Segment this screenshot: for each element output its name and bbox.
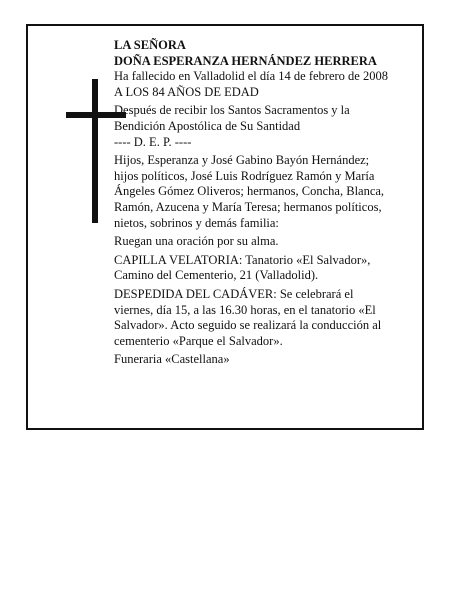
announcement-line: Ha fallecido en Valladolid el día 14 de febrero de 2008 bbox=[114, 69, 388, 84]
family-line: Ángeles Gómez Oliveros; hermanos, Concha, Blanca, bbox=[114, 184, 385, 199]
sacraments-line: Bendición Apostólica de Su Santidad bbox=[114, 118, 301, 133]
chapel-line: CAPILLA VELATORIA: Tanatorio «El Salvador», bbox=[114, 252, 371, 267]
sacraments-line: Después de recibir los Santos Sacramentos y la bbox=[114, 103, 350, 118]
family-line: hijos políticos, José Luis Rodríguez Ramón y María bbox=[114, 168, 375, 183]
deceased-name: DOÑA ESPERANZA HERNÁNDEZ HERRERA bbox=[114, 53, 377, 68]
age-line: A LOS 84 AÑOS DE EDAD bbox=[114, 84, 259, 99]
farewell-line: viernes, día 15, a las 16.30 horas, en el tanatorio «El bbox=[114, 302, 376, 317]
family-line: Hijos, Esperanza y José Gabino Bayón Hernández; bbox=[114, 153, 370, 168]
title-line: LA SEÑORA bbox=[114, 38, 186, 52]
obituary-text bbox=[114, 38, 416, 368]
farewell-line: DESPEDIDA DEL CADÁVER: Se celebrará el bbox=[114, 286, 354, 301]
funeral-home-line: Funeraria «Castellana» bbox=[114, 352, 230, 367]
dep-line: ---- D. E. P. ---- bbox=[114, 134, 192, 149]
farewell-line: Salvador». Acto seguido se realizará la conducción al bbox=[114, 318, 382, 333]
cross-vertical-bar bbox=[92, 79, 98, 223]
chapel-line: Camino del Cementerio, 21 (Valladolid). bbox=[114, 268, 319, 283]
family-line: Ramón, Azucena y María Teresa; hermanos políticos, bbox=[114, 199, 382, 214]
farewell-line: cementerio «Parque el Salvador». bbox=[114, 333, 283, 348]
family-line: nietos, sobrinos y demás familia: bbox=[114, 215, 279, 230]
prayer-line: Ruegan una oración por su alma. bbox=[114, 234, 279, 249]
